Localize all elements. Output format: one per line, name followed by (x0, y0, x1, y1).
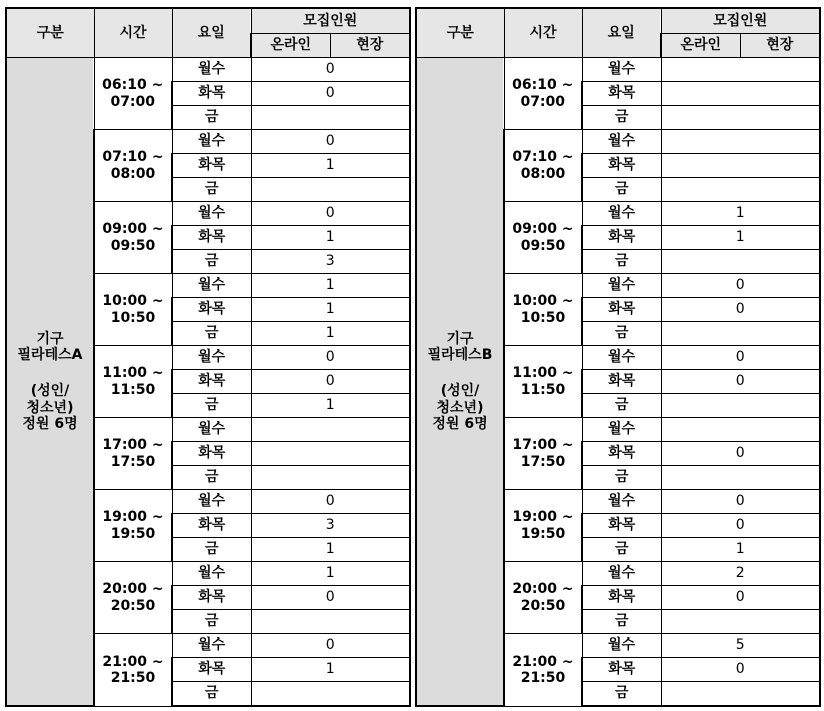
recruit-count-cell (251, 682, 410, 707)
recruit-count-cell (661, 394, 820, 418)
recruit-count-cell (251, 106, 410, 130)
time-end: 17:50 (520, 453, 566, 470)
recruit-count-cell: 0 (661, 490, 820, 514)
time-end: 11:50 (520, 381, 566, 398)
day-cell: 화목 (582, 442, 661, 466)
recruit-count-cell: 0 (251, 82, 410, 106)
time-end: 08:00 (520, 165, 566, 182)
day-cell: 월수 (172, 130, 251, 154)
category-line: 필라테스B (427, 347, 493, 364)
recruit-count-cell: 1 (251, 394, 410, 418)
time-end: 08:00 (110, 165, 156, 182)
header-recruit: 모집인원 (661, 8, 820, 34)
time-start: 06:10 ~ (102, 77, 164, 94)
day-cell: 금 (582, 682, 661, 707)
recruit-count-cell: 0 (251, 490, 410, 514)
recruit-count-cell (661, 418, 820, 442)
day-cell: 화목 (582, 586, 661, 610)
time-end: 17:50 (110, 453, 156, 470)
day-cell: 금 (172, 682, 251, 707)
header-category: 구분 (6, 8, 94, 58)
time-start: 07:10 ~ (102, 149, 164, 166)
recruit-count-cell: 0 (661, 514, 820, 538)
recruit-count-cell (661, 250, 820, 274)
time-start: 20:00 ~ (512, 581, 574, 598)
day-cell: 금 (172, 178, 251, 202)
recruit-count-cell: 1 (661, 538, 820, 562)
day-cell: 월수 (582, 346, 661, 370)
header-recruit: 모집인원 (251, 8, 410, 34)
time-cell (94, 202, 172, 274)
recruit-count-cell (251, 466, 410, 490)
category-line: (성인/ (440, 383, 480, 400)
schedule-table-a (5, 7, 411, 707)
recruit-count-cell: 0 (661, 586, 820, 610)
day-cell: 월수 (172, 346, 251, 370)
day-cell: 금 (172, 538, 251, 562)
recruit-count-cell: 0 (661, 442, 820, 466)
day-cell: 화목 (582, 658, 661, 682)
recruit-count-cell: 0 (251, 370, 410, 394)
day-cell: 금 (582, 250, 661, 274)
time-cell (94, 562, 172, 634)
day-cell: 월수 (172, 202, 251, 226)
time-cell (94, 274, 172, 346)
time-cell (94, 58, 172, 130)
time-cell (504, 346, 582, 418)
category-line (7, 363, 93, 383)
recruit-count-cell: 0 (251, 202, 410, 226)
day-cell: 화목 (582, 154, 661, 178)
time-start: 21:00 ~ (512, 653, 574, 670)
day-cell: 금 (172, 250, 251, 274)
category-line: 정원 6명 (432, 415, 488, 432)
recruit-count-cell: 1 (251, 226, 410, 250)
time-cell (504, 58, 582, 130)
day-cell: 금 (172, 106, 251, 130)
recruit-count-cell: 0 (251, 346, 410, 370)
table-body (6, 8, 410, 706)
header-time: 시간 (94, 8, 172, 58)
recruit-count-cell: 3 (251, 514, 410, 538)
category-line (417, 363, 503, 383)
recruit-count-cell: 1 (251, 562, 410, 586)
time-start: 11:00 ~ (512, 365, 574, 382)
time-start: 06:10 ~ (512, 77, 574, 94)
time-start: 17:00 ~ (512, 437, 574, 454)
time-start: 19:00 ~ (102, 509, 164, 526)
time-cell (504, 274, 582, 346)
time-end: 20:50 (520, 597, 566, 614)
day-cell: 화목 (172, 370, 251, 394)
table-body (416, 8, 820, 706)
time-start: 10:00 ~ (102, 293, 164, 310)
time-start: 07:10 ~ (512, 149, 574, 166)
time-end: 10:50 (520, 309, 566, 326)
time-cell (94, 346, 172, 418)
time-cell (504, 490, 582, 562)
recruit-count-cell (251, 442, 410, 466)
header-online: 온라인 (251, 34, 330, 58)
header-category: 구분 (416, 8, 504, 58)
time-start: 20:00 ~ (102, 581, 164, 598)
day-cell: 금 (582, 106, 661, 130)
day-cell: 화목 (172, 298, 251, 322)
header-online: 온라인 (661, 34, 740, 58)
day-cell: 월수 (582, 130, 661, 154)
recruit-count-cell: 2 (661, 562, 820, 586)
time-end: 19:50 (520, 525, 566, 542)
day-cell: 월수 (582, 562, 661, 586)
time-cell (94, 418, 172, 490)
time-start: 21:00 ~ (102, 653, 164, 670)
day-cell: 월수 (582, 418, 661, 442)
time-start: 10:00 ~ (512, 293, 574, 310)
day-cell: 금 (582, 394, 661, 418)
category-line: 정원 6명 (22, 415, 78, 432)
recruit-count-cell: 1 (251, 658, 410, 682)
day-cell: 월수 (172, 562, 251, 586)
day-cell: 화목 (582, 514, 661, 538)
time-start: 09:00 ~ (512, 221, 574, 238)
day-cell: 화목 (172, 586, 251, 610)
header-day: 요일 (582, 8, 661, 58)
day-cell: 금 (172, 394, 251, 418)
time-start: 09:00 ~ (102, 221, 164, 238)
day-cell: 월수 (172, 418, 251, 442)
recruit-count-cell (251, 178, 410, 202)
recruit-count-cell (251, 418, 410, 442)
category-line: 청소년) (436, 399, 484, 416)
recruit-count-cell (661, 82, 820, 106)
recruit-count-cell (661, 610, 820, 634)
day-cell: 화목 (172, 226, 251, 250)
time-cell (94, 634, 172, 707)
time-cell (504, 202, 582, 274)
time-start: 11:00 ~ (102, 365, 164, 382)
time-cell (504, 562, 582, 634)
recruit-count-cell (251, 610, 410, 634)
recruit-count-cell: 0 (251, 58, 410, 82)
recruit-count-cell (661, 106, 820, 130)
recruit-count-cell (661, 154, 820, 178)
day-cell: 화목 (172, 658, 251, 682)
time-end: 07:00 (110, 93, 156, 110)
day-cell: 월수 (582, 202, 661, 226)
recruit-count-cell: 0 (661, 274, 820, 298)
day-cell: 금 (172, 322, 251, 346)
recruit-count-cell: 0 (251, 586, 410, 610)
day-cell: 월수 (582, 274, 661, 298)
header-onsite: 현장 (740, 34, 820, 58)
time-end: 07:00 (520, 93, 566, 110)
day-cell: 금 (582, 322, 661, 346)
day-cell: 월수 (582, 634, 661, 658)
time-end: 11:50 (110, 381, 156, 398)
recruit-count-cell: 0 (661, 658, 820, 682)
recruit-count-cell: 0 (661, 298, 820, 322)
day-cell: 화목 (172, 514, 251, 538)
time-end: 09:50 (520, 237, 566, 254)
recruit-count-cell: 1 (251, 298, 410, 322)
schedule-table-b (415, 7, 821, 707)
recruit-count-cell (661, 682, 820, 707)
day-cell: 월수 (172, 58, 251, 82)
day-cell: 화목 (582, 370, 661, 394)
day-cell: 월수 (582, 58, 661, 82)
time-end: 19:50 (110, 525, 156, 542)
day-cell: 금 (582, 610, 661, 634)
header-time: 시간 (504, 8, 582, 58)
recruit-count-cell: 0 (661, 370, 820, 394)
time-cell (94, 130, 172, 202)
time-start: 17:00 ~ (102, 437, 164, 454)
time-end: 21:50 (520, 669, 566, 686)
header-day: 요일 (172, 8, 251, 58)
recruit-count-cell (661, 178, 820, 202)
day-cell: 금 (582, 538, 661, 562)
recruit-count-cell: 0 (251, 634, 410, 658)
day-cell: 월수 (172, 634, 251, 658)
recruit-count-cell (661, 130, 820, 154)
recruit-count-cell: 1 (251, 274, 410, 298)
recruit-count-cell: 1 (251, 538, 410, 562)
recruit-count-cell: 1 (251, 322, 410, 346)
time-cell (94, 490, 172, 562)
time-end: 09:50 (110, 237, 156, 254)
recruit-count-cell: 3 (251, 250, 410, 274)
recruit-count-cell: 0 (251, 130, 410, 154)
day-cell: 월수 (582, 490, 661, 514)
recruit-count-cell (661, 322, 820, 346)
table-row (416, 58, 820, 82)
time-end: 10:50 (110, 309, 156, 326)
category-cell (416, 58, 504, 707)
recruit-count-cell: 1 (661, 202, 820, 226)
time-end: 21:50 (110, 669, 156, 686)
time-cell (504, 418, 582, 490)
header-onsite: 현장 (330, 34, 410, 58)
category-line: 기구 (446, 331, 474, 348)
day-cell: 화목 (172, 442, 251, 466)
recruit-count-cell: 1 (661, 226, 820, 250)
day-cell: 화목 (172, 154, 251, 178)
day-cell: 월수 (172, 274, 251, 298)
recruit-count-cell: 1 (251, 154, 410, 178)
category-line: 필라테스A (17, 347, 83, 364)
day-cell: 월수 (172, 490, 251, 514)
day-cell: 금 (582, 466, 661, 490)
day-cell: 화목 (582, 298, 661, 322)
time-cell (504, 130, 582, 202)
category-line: (성인/ (30, 383, 70, 400)
time-cell (504, 634, 582, 707)
recruit-count-cell: 0 (661, 346, 820, 370)
recruit-count-cell (661, 58, 820, 82)
day-cell: 금 (582, 178, 661, 202)
table-row (6, 58, 410, 82)
day-cell: 금 (172, 466, 251, 490)
day-cell: 화목 (582, 226, 661, 250)
category-cell (6, 58, 94, 707)
category-line: 청소년) (26, 399, 74, 416)
recruit-count-cell (661, 466, 820, 490)
day-cell: 화목 (172, 82, 251, 106)
recruit-count-cell: 5 (661, 634, 820, 658)
day-cell: 화목 (582, 82, 661, 106)
time-start: 19:00 ~ (512, 509, 574, 526)
category-line: 기구 (36, 331, 64, 348)
time-end: 20:50 (110, 597, 156, 614)
day-cell: 금 (172, 610, 251, 634)
